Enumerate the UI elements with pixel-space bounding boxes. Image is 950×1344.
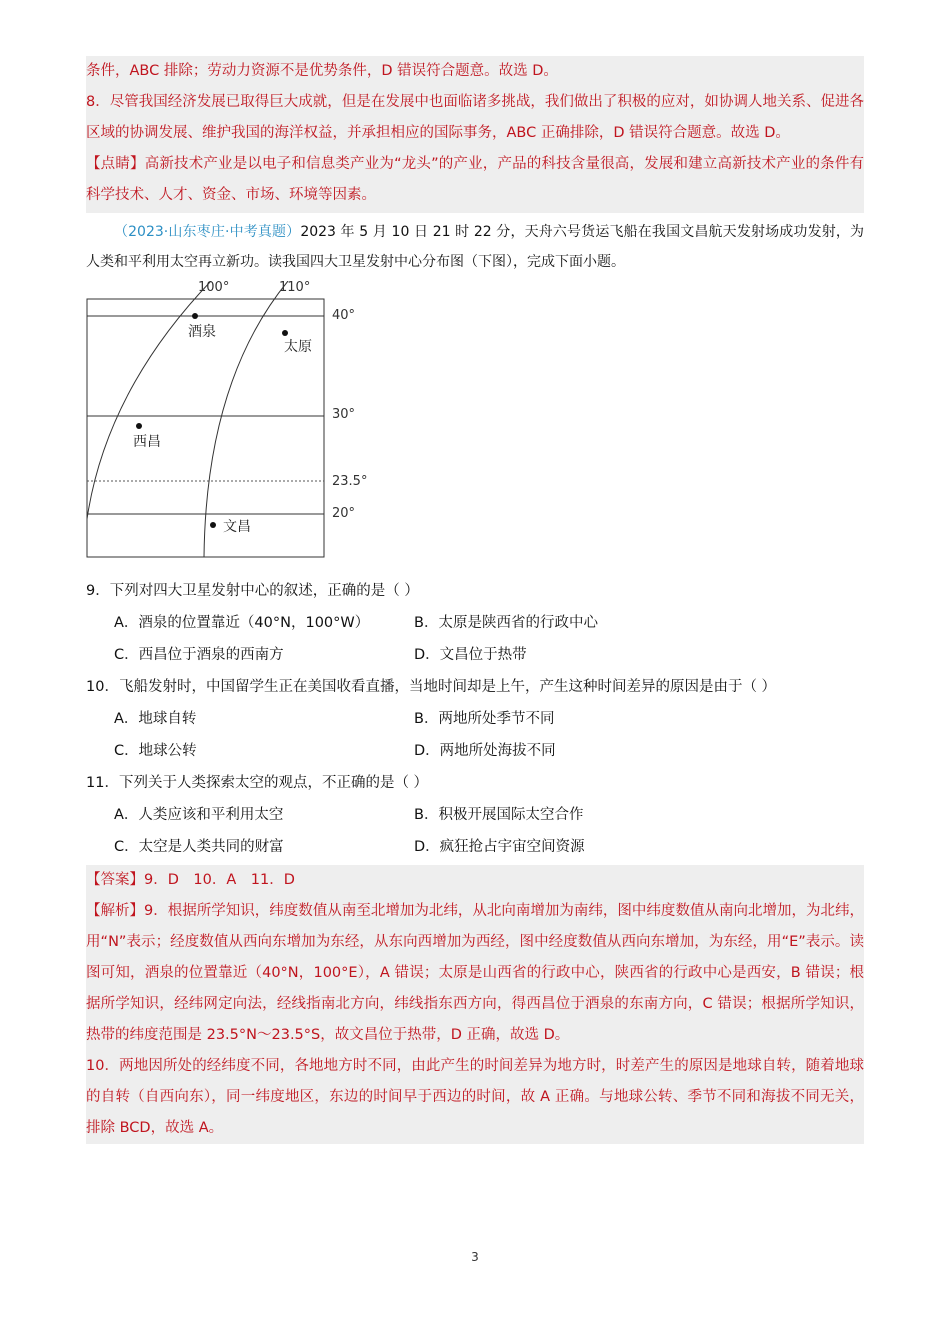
q8-answer: 8．尽管我国经济发展已取得巨大成就，但是在发展中也面临诸多挑战，我们做出了积极的应对，如协调人地关系、促进各区域的协调发展、维护我国的海洋权益，并承担相应的国际事务，ABC 正确排除，D 错误符合题意。故选 D。 — [86, 94, 864, 141]
q11-option-d: D．疯狂抢占宇宙空间资源 — [414, 839, 585, 855]
analysis-10: 10．两地因所处的经纬度不同，各地地方时不同，由此产生的时间差异为地方时，时差产生的原因是地球自转，随着地球的自转（自西向东），同一纬度地区，东边的时间早于西边的时间，故 A 正确。与地球公转、季节不同和海拔不同无关，排除 BCD，故选 A。 — [86, 1058, 864, 1136]
jiuquan-label: 酒泉 — [188, 324, 216, 340]
taiyuan-label: 太原 — [284, 339, 312, 355]
map-svg — [86, 281, 386, 571]
intro-text: 2023 年 5 月 10 日 21 时 22 分，天舟六号货运飞船在我国文昌航天发射场成功发射，为人类和平利用太空再立新功。读我国四大卫星发射中心分布图（下图），完成下面小题。 — [86, 224, 865, 270]
analysis-9-text: 9．根据所学知识，纬度数值从南至北增加为北纬，从北向南增加为南纬，图中纬度数值从南向北增加，为北纬，用“N”表示；经度数值从西向东增加为东经，从东向西增加为西经，图中经度数值从西向东增加，为东经，用“E”表示。读图可知，酒泉的位置靠近（40°N，100°E），A 错误；太原是山西省的行政中心，陕西省的行政中心是西安，B 错误；根据所学知识，经纬网定向法，经线指南北方向，纬线指东西方向，得西昌位于酒泉的东南方向，C 错误；根据所学知识，热带的纬度范围是 23.5°N～23.5°S，故文昌位于热带，D 正确，故选 D。 — [86, 903, 864, 1043]
q10-option-a: A．地球自转 — [114, 711, 197, 727]
page-number: 3 — [471, 1250, 479, 1264]
q10-option-d: D．两地所处海拔不同 — [414, 743, 556, 759]
question-10-stem: 10．飞船发射时，中国留学生正在美国收看直播，当地时间却是上午，产生这种时间差异的原因是由于（ ） — [86, 679, 777, 695]
lat-label-20: 20° — [332, 506, 356, 521]
question-9-stem: 9．下列对四大卫星发射中心的叙述，正确的是（ ） — [86, 583, 419, 599]
q11-option-a: A．人类应该和平利用太空 — [114, 807, 284, 823]
lat-label-40: 40° — [332, 308, 356, 323]
question-intro — [86, 217, 864, 277]
tip-paragraph — [86, 149, 864, 211]
question-9-options-row2 — [86, 639, 864, 671]
lon-label-110: 110° — [279, 281, 311, 295]
question-source: （2023·山东枣庄·中考真题） — [114, 224, 301, 240]
page-content — [86, 56, 864, 1144]
question-11-options-row1 — [86, 799, 864, 831]
taiyuan-dot — [282, 330, 288, 336]
q9-option-d: D．文昌位于热带 — [414, 647, 527, 663]
q10-option-b: B．两地所处季节不同 — [414, 711, 555, 727]
lon-label-100: 100° — [198, 281, 230, 295]
q10-option-c: C．地球公转 — [114, 743, 197, 759]
question-10-options-row1 — [86, 703, 864, 735]
answer-label: 【答案】 — [86, 872, 144, 888]
wenchang-label: 文昌 — [223, 519, 251, 535]
q9-option-b: B．太原是陕西省的行政中心 — [414, 615, 598, 631]
analysis-label: 【解析】 — [86, 903, 145, 919]
lat-label-30: 30° — [332, 407, 356, 422]
xichang-dot — [136, 423, 142, 429]
longitude-110 — [204, 281, 288, 557]
wenchang-dot — [210, 522, 216, 528]
question-9-options-row1 — [86, 607, 864, 639]
question-11-options-row2 — [86, 831, 864, 863]
answer-text: 9．D 10．A 11．D — [144, 872, 295, 888]
analysis-9 — [86, 896, 864, 1051]
question-11-stem: 11．下列关于人类探索太空的观点，不正确的是（ ） — [86, 775, 429, 791]
answer-line — [86, 865, 864, 896]
jiuquan-dot — [192, 313, 198, 319]
q11-option-c: C．太空是人类共同的财富 — [114, 839, 284, 855]
question-10-options-row2 — [86, 735, 864, 767]
launch-center-map — [86, 281, 386, 571]
q11-option-b: B．积极开展国际太空合作 — [414, 807, 584, 823]
q9-option-a: A．酒泉的位置靠近（40°N，100°W） — [114, 615, 370, 631]
tip-label: 【点睛】 — [86, 156, 145, 172]
answer-block — [86, 865, 864, 1144]
q9-option-c: C．西昌位于酒泉的西南方 — [114, 647, 284, 663]
prev-answer-line: 条件，ABC 排除；劳动力资源不是优势条件，D 错误符合题意。故选 D。 — [86, 63, 558, 79]
lat-label-23-5: 23.5° — [332, 474, 368, 489]
xichang-label: 西昌 — [133, 434, 161, 450]
prev-answer-block — [86, 56, 864, 213]
tip-text: 高新技术产业是以电子和信息类产业为“龙头”的产业，产品的科技含量很高，发展和建立高新技术产业的条件有科学技术、人才、资金、市场、环境等因素。 — [86, 156, 864, 203]
